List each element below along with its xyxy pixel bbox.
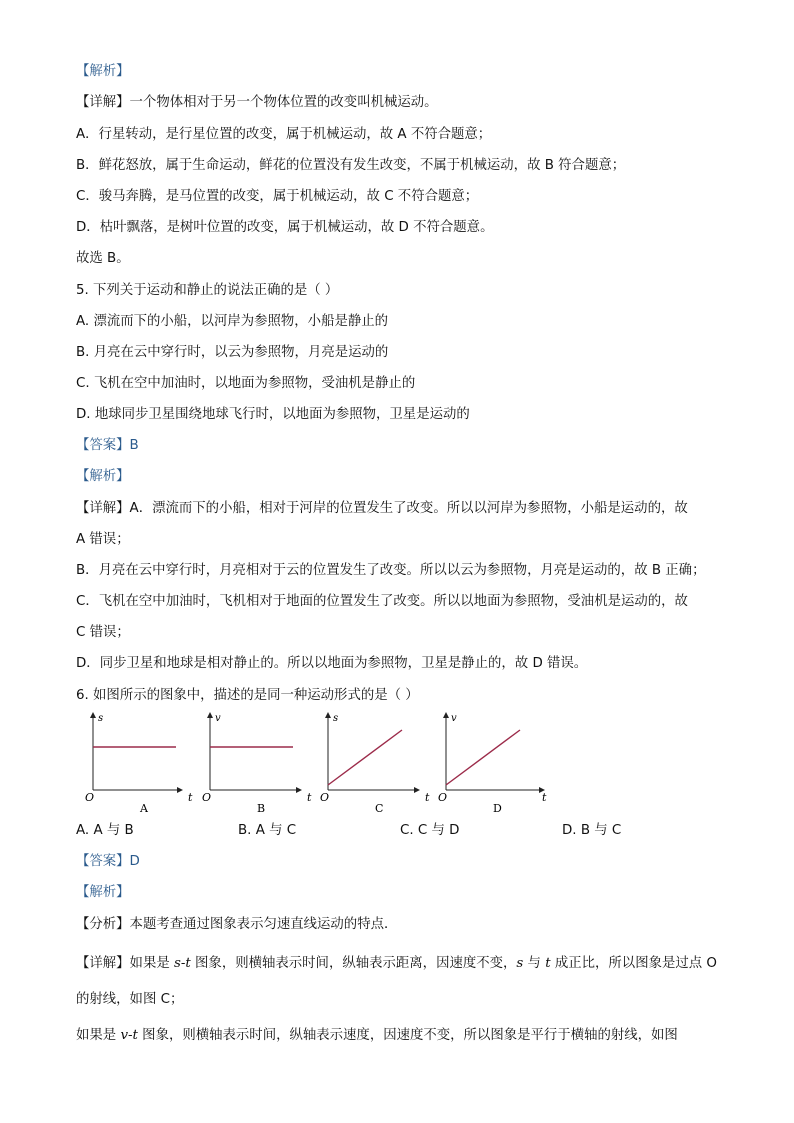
- q6-option-a: A. A 与 B: [76, 823, 134, 838]
- q6-detail-1-post: 成正比，所以图象是过点 O: [550, 956, 717, 971]
- q5-detail-d: D．同步卫星和地球是相对静止的。所以以地面为参照物，卫星是静止的，故 D 错误。: [76, 656, 588, 671]
- q5-option-d: D. 地球同步卫星围绕地球飞行时，以地面为参照物，卫星是运动的: [76, 407, 470, 422]
- q6-detail-line-1: [76, 955, 717, 973]
- q6-detail-3-var: v-t: [120, 1028, 138, 1043]
- q6-detail-1-mid: 图象，则横轴表示时间，纵轴表示距离，因速度不变，: [190, 956, 517, 971]
- graph-d-x-label: t: [542, 791, 547, 804]
- q6-analysis-heading: 【解析】: [76, 885, 130, 900]
- graph-c: [320, 713, 430, 815]
- graph-a-label: A: [140, 802, 148, 815]
- graph-a-origin: O: [85, 791, 95, 804]
- q5-stem: 5. 下列关于运动和静止的说法正确的是（ ）: [76, 283, 339, 298]
- graph-d-origin: O: [438, 791, 448, 804]
- graph-b-y-label: v: [215, 713, 221, 724]
- prev-detail-d: D．枯叶飘落，是树叶位置的改变，属于机械运动，故 D 不符合题意。: [76, 220, 494, 235]
- q6-detail-line-3: [76, 1027, 678, 1045]
- graph-d-line: [446, 730, 520, 785]
- graph-c-label: C: [375, 802, 384, 815]
- graph-d: [438, 713, 547, 815]
- prev-detail-c: C．骏马奔腾，是马位置的改变，属于机械运动，故 C 不符合题意；: [76, 189, 479, 204]
- q6-detail-1-s: s: [516, 956, 524, 971]
- prev-detail-a: A．行星转动，是行星位置的改变，属于机械运动，故 A 不符合题意；: [76, 127, 492, 142]
- q6-stem: 6. 如图所示的图象中，描述的是同一种运动形式的是（ ）: [76, 688, 419, 703]
- q6-option-d: D. B 与 C: [562, 823, 622, 838]
- q5-detail-a-1: 【详解】A．漂流而下的小船，相对于河岸的位置发生了改变。所以以河岸为参照物，小船是运动的，故: [76, 501, 688, 516]
- prev-detail: 【详解】一个物体相对于另一个物体位置的改变叫机械运动。: [76, 95, 438, 110]
- q6-detail-1-var: s-t: [174, 956, 191, 971]
- q6-detail-1-pre: 【详解】如果是: [76, 956, 174, 971]
- prev-detail-b: B．鲜花怒放，属于生命运动，鲜花的位置没有发生改变，不属于机械运动，故 B 符合题意；: [76, 158, 626, 173]
- q6-analysis: 【分析】本题考查通过图象表示匀速直线运动的特点．: [76, 917, 398, 932]
- q6-detail-1-and: 与: [523, 956, 546, 971]
- graph-d-y-label: v: [451, 713, 457, 724]
- q5-option-b: B. 月亮在云中穿行时，以云为参照物，月亮是运动的: [76, 345, 389, 360]
- q6-detail-1-t: t: [545, 956, 551, 971]
- graph-c-y-label: s: [333, 713, 339, 724]
- graph-b-origin: O: [202, 791, 212, 804]
- q6-graphs-figure: [76, 706, 556, 816]
- graph-d-label: D: [493, 802, 502, 815]
- q6-option-b: B. A 与 C: [238, 823, 297, 838]
- q6-detail-3-post: 图象，则横轴表示时间，纵轴表示速度，因速度不变，所以图象是平行于横轴的射线，如图: [137, 1028, 678, 1043]
- graph-c-origin: O: [320, 791, 330, 804]
- q5-analysis-heading: 【解析】: [76, 469, 130, 484]
- q5-detail-a-2: A 错误；: [76, 532, 130, 547]
- q5-option-c: C. 飞机在空中加油时，以地面为参照物，受油机是静止的: [76, 376, 416, 391]
- graph-a-x-label: t: [188, 791, 193, 804]
- q5-answer: 【答案】B: [76, 438, 139, 453]
- q6-option-c: C. C 与 D: [400, 823, 460, 838]
- graph-b-label: B: [257, 802, 266, 815]
- q6-detail-3-pre: 如果是: [76, 1028, 121, 1043]
- q6-detail-line-2: 的射线，如图 C；: [76, 992, 184, 1007]
- graph-b-x-label: t: [307, 791, 312, 804]
- graph-c-line: [328, 730, 402, 785]
- analysis-heading: 【解析】: [76, 64, 130, 79]
- q5-option-a: A. 漂流而下的小船，以河岸为参照物，小船是静止的: [76, 314, 389, 329]
- q5-detail-c-1: C．飞机在空中加油时，飞机相对于地面的位置发生了改变。所以以地面为参照物，受油机是运动的，故: [76, 594, 688, 609]
- q5-detail-b: B．月亮在云中穿行时，月亮相对于云的位置发生了改变。所以以云为参照物，月亮是运动的，故 B 正确；: [76, 563, 706, 578]
- q5-detail-c-2: C 错误；: [76, 625, 130, 640]
- graph-c-x-label: t: [425, 791, 430, 804]
- graph-b: [202, 713, 312, 815]
- graph-a: [85, 713, 193, 815]
- q6-answer: 【答案】D: [76, 854, 140, 869]
- graph-a-y-label: s: [98, 713, 104, 724]
- prev-choose: 故选 B。: [76, 251, 130, 266]
